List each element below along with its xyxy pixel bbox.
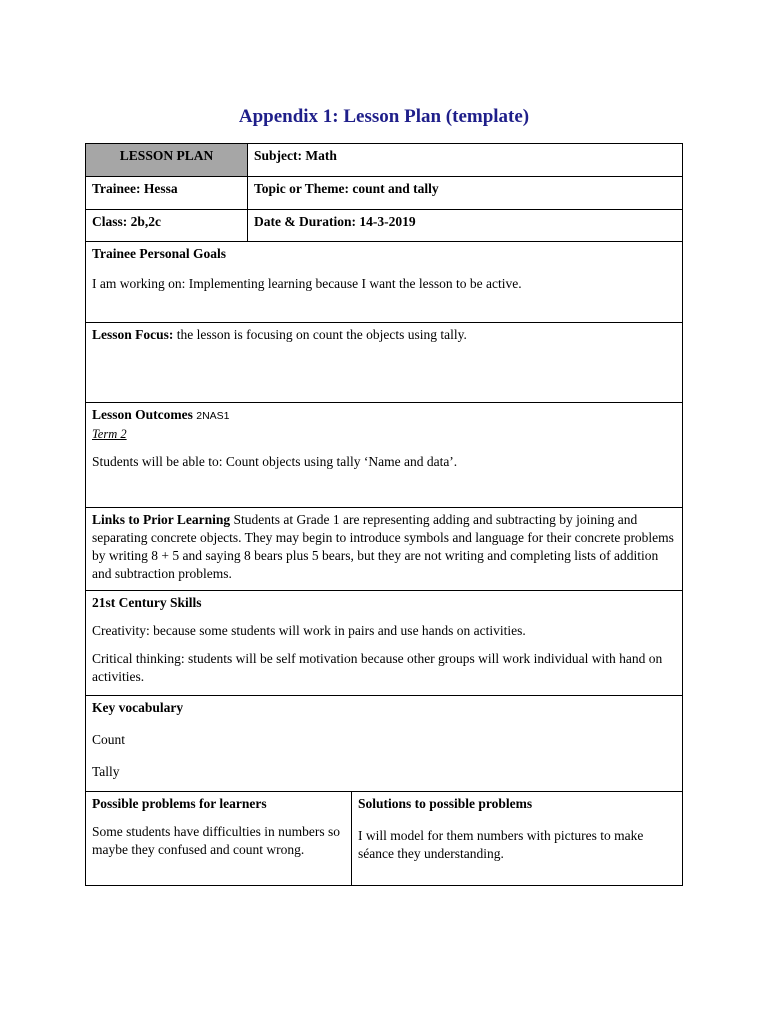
page-title: Appendix 1: Lesson Plan (template) [238, 106, 530, 127]
outcomes-term: Term 2 [92, 427, 127, 441]
trainee-cell [86, 177, 248, 210]
table-row [86, 323, 683, 403]
subject-cell [248, 144, 683, 177]
vocabulary-word: Count [92, 732, 126, 747]
skills-creativity: Creativity: because some students will work in pairs and use hands on activities. [92, 623, 526, 638]
outcomes-code: 2NAS1 [196, 410, 230, 422]
date-cell [248, 210, 683, 242]
problems-cell [86, 792, 352, 886]
trainee-label: Trainee: [92, 181, 141, 196]
subject-label: Subject: [254, 148, 302, 163]
focus-cell [86, 323, 683, 403]
vocabulary-heading: Key vocabulary [92, 700, 184, 715]
problems-heading: Possible problems for learners [92, 796, 267, 811]
outcomes-cell [86, 403, 683, 508]
prior-learning-text: Students at Grade 1 are representing adding and subtracting by joining and separating concrete objects. They may begin to introduce symbols and language for their concrete problems by writing 8 + 5 and saying 8 bears plus 5 bears, but they are not writing and completing lists of addition and subtraction problems. [92, 512, 674, 581]
class-cell [86, 210, 248, 242]
table-row [86, 591, 683, 696]
skills-cell [86, 591, 683, 696]
goals-text: I am working on: Implementing learning because I want the lesson to be active. [92, 276, 522, 291]
table-row [86, 210, 683, 242]
problems-text: Some students have difficulties in numbers so maybe they confused and count wrong. [92, 824, 340, 857]
lesson-plan-header-cell: LESSON PLAN [86, 144, 248, 177]
solutions-heading: Solutions to possible problems [358, 796, 533, 811]
solutions-text: I will model for them numbers with pictures to make séance they understanding. [358, 828, 644, 861]
outcomes-text: Students will be able to: Count objects using tally ‘Name and data’. [92, 454, 458, 469]
table-row [86, 508, 683, 591]
goals-heading: Trainee Personal Goals [92, 246, 226, 261]
class-label: Class: [92, 214, 128, 229]
solutions-cell [352, 792, 683, 886]
vocabulary-cell [86, 696, 683, 792]
goals-cell [86, 242, 683, 323]
topic-value: count and tally [352, 181, 439, 196]
subject-value: Math [305, 148, 337, 163]
focus-text: the lesson is focusing on count the objects using tally. [176, 327, 467, 342]
skills-critical-thinking: Critical thinking: students will be self motivation because other groups will work individual with hand on activities. [92, 651, 663, 684]
table-row [86, 792, 683, 886]
prior-learning-label: Links to Prior Learning [92, 512, 231, 527]
table-row [86, 403, 683, 508]
table-row [86, 144, 683, 177]
outcomes-label: Lesson Outcomes [92, 407, 193, 422]
topic-label: Topic or Theme: [254, 181, 350, 196]
table-row [86, 242, 683, 323]
table-row [86, 696, 683, 792]
class-value: 2b,2c [130, 214, 162, 229]
skills-heading: 21st Century Skills [92, 595, 202, 610]
focus-label: Lesson Focus: [92, 327, 174, 342]
date-value: 14-3-2019 [359, 214, 416, 229]
trainee-value: Hessa [143, 181, 178, 196]
date-label: Date & Duration: [254, 214, 356, 229]
table-row [86, 177, 683, 210]
lesson-plan-table [85, 143, 683, 886]
vocabulary-word: Tally [92, 764, 120, 779]
prior-learning-cell [86, 508, 683, 591]
topic-cell [248, 177, 683, 210]
